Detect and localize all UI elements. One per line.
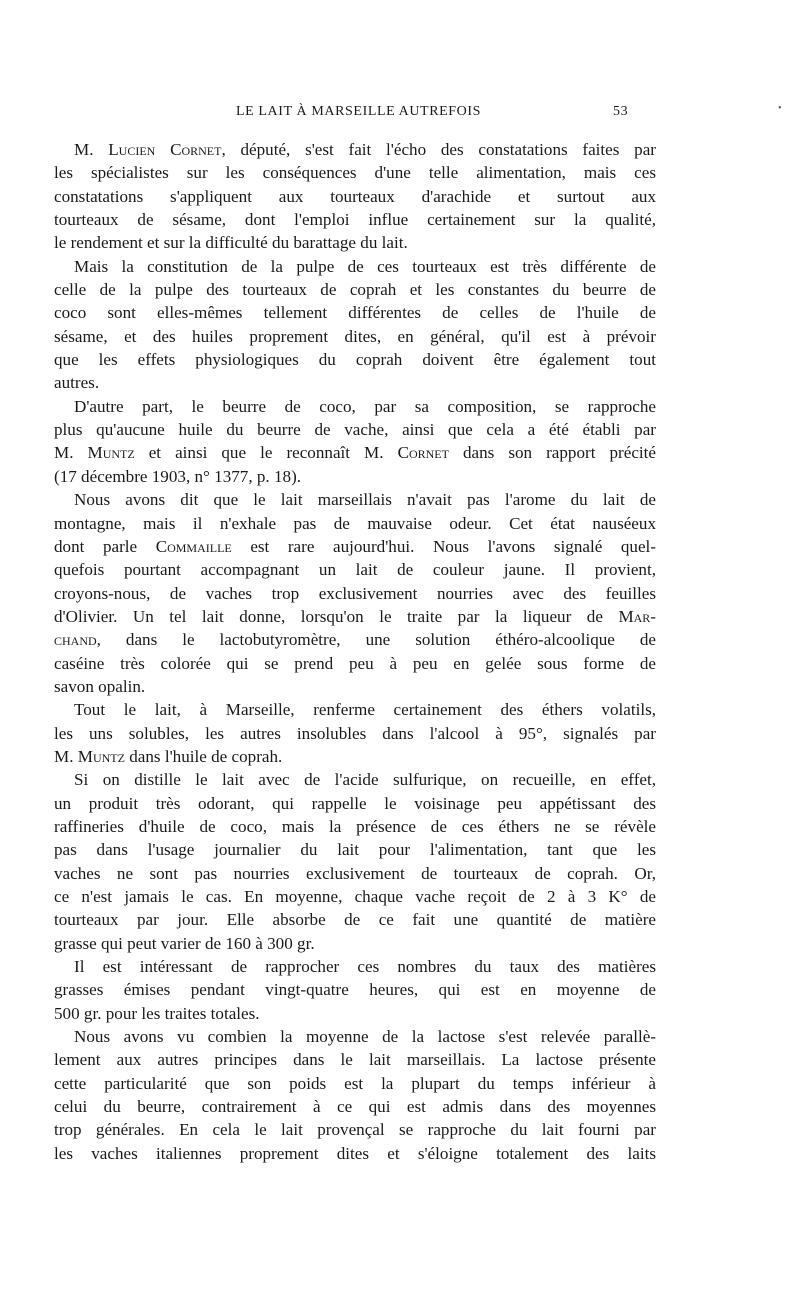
author-name: Commaille bbox=[155, 536, 232, 556]
paragraph bbox=[54, 1025, 656, 1165]
text-line bbox=[54, 792, 656, 815]
text-line bbox=[54, 1025, 656, 1048]
text-line bbox=[54, 395, 656, 418]
text-run: est rare aujourd'hui. Nous l'avons signalé quel- bbox=[231, 536, 656, 556]
text-run: cette particularité que son poids est la plupart du temps inférieur à bbox=[54, 1073, 656, 1093]
text-line bbox=[54, 418, 656, 441]
text-line bbox=[54, 908, 656, 931]
text-run: Mais la constitution de la pulpe de ces tourteaux est très différente de bbox=[74, 256, 656, 276]
text-run: un produit très odorant, qui rappelle le voisinage peu appétissant des bbox=[54, 793, 656, 813]
text-run: grasses émises pendant vingt-quatre heures, qui est en moyenne de bbox=[54, 980, 656, 1000]
text-run: celle de la pulpe des tourteaux de coprah et les constantes du beurre de bbox=[54, 280, 656, 300]
text-run: les vaches italiennes proprement dites et s'éloigne totalement des laits bbox=[54, 1143, 656, 1163]
text-line bbox=[54, 208, 656, 231]
text-run: Nous avons dit que le lait marseillais n'avait pas l'arome du lait de bbox=[74, 490, 656, 510]
text-run: le rendement et sur la difficulté du barattage du lait. bbox=[54, 233, 408, 253]
text-line bbox=[54, 371, 656, 394]
text-run: sésame, et des huiles proprement dites, en général, qu'il est à prévoir bbox=[54, 326, 656, 346]
text-run: dans son rapport précité bbox=[448, 443, 656, 463]
text-run: M. bbox=[54, 443, 88, 463]
text-run: Tout le lait, à Marseille, renferme certainement des éthers volatils, bbox=[74, 700, 656, 720]
text-line bbox=[54, 325, 656, 348]
text-line bbox=[54, 1048, 656, 1071]
text-line bbox=[54, 652, 656, 675]
text-line bbox=[54, 605, 656, 628]
text-line bbox=[54, 722, 656, 745]
text-line bbox=[54, 628, 656, 651]
text-run: autres. bbox=[54, 373, 100, 393]
author-name: Lucien Cornet bbox=[108, 140, 222, 159]
text-run: trop générales. En cela le lait provençal se rapproche du lait fourni par bbox=[54, 1120, 656, 1140]
paragraph bbox=[54, 395, 656, 488]
text-run: coco sont elles-mêmes tellement différentes de celles de l'huile de bbox=[54, 303, 656, 323]
text-run: lement aux autres principes dans le lait marseillais. La lactose présente bbox=[54, 1050, 656, 1070]
text-run: , député, s'est fait l'écho des constatations faites par bbox=[221, 140, 656, 159]
text-line bbox=[54, 488, 656, 511]
text-run: M. bbox=[54, 746, 78, 766]
author-name: Muntz bbox=[77, 746, 125, 766]
author-name: Muntz bbox=[87, 443, 135, 463]
text-line bbox=[54, 768, 656, 791]
author-name: Mar- bbox=[618, 606, 656, 626]
text-line bbox=[54, 932, 656, 955]
text-line bbox=[54, 1142, 656, 1165]
text-line bbox=[54, 955, 656, 978]
running-title: LE LAIT À MARSEILLE AUTREFOIS bbox=[236, 104, 482, 119]
paragraph bbox=[54, 255, 656, 395]
text-line bbox=[54, 255, 656, 278]
text-run: croyons-nous, de vaches trop exclusivement nourries avec des feuilles bbox=[54, 583, 656, 603]
text-line bbox=[54, 348, 656, 371]
text-line bbox=[54, 185, 656, 208]
text-run: les spécialistes sur les conséquences d'une telle alimentation, mais ces bbox=[54, 163, 656, 183]
text-line bbox=[54, 441, 656, 464]
text-run: grasse qui peut varier de 160 à 300 gr. bbox=[54, 933, 315, 953]
paragraph bbox=[54, 698, 656, 768]
author-name: chand bbox=[54, 630, 97, 650]
author-name: Cornet bbox=[397, 443, 449, 463]
text-run: dans l'huile de coprah. bbox=[124, 746, 283, 766]
text-line bbox=[54, 161, 656, 184]
text-run: plus qu'aucune huile du beurre de vache, ainsi que cela a été établi par bbox=[54, 420, 656, 440]
text-run: celui du beurre, contrairement à ce qui est admis dans des moyennes bbox=[54, 1097, 656, 1117]
text-line bbox=[54, 978, 656, 1001]
text-run: dont parle bbox=[54, 536, 156, 556]
text-line bbox=[54, 535, 656, 558]
text-run: montagne, mais il n'exhale pas de mauvaise odeur. Cet état nauséeux bbox=[54, 513, 656, 533]
text-line bbox=[54, 1118, 656, 1141]
text-line bbox=[54, 745, 656, 768]
paragraph bbox=[54, 488, 656, 698]
text-line bbox=[54, 815, 656, 838]
text-line bbox=[54, 862, 656, 885]
text-run: vaches ne sont pas nourries exclusivement de tourteaux de coprah. Or, bbox=[54, 863, 656, 883]
text-line bbox=[54, 465, 656, 488]
text-run: d'Olivier. Un tel lait donne, lorsqu'on le traite par la liqueur de bbox=[54, 606, 619, 626]
text-line bbox=[54, 231, 656, 254]
text-run: tourteaux de sésame, dont l'emploi influe certainement sur la qualité, bbox=[54, 210, 656, 230]
text-run: constatations s'appliquent aux tourteaux d'arachide et surtout aux bbox=[54, 186, 656, 206]
page-body bbox=[54, 138, 656, 1165]
text-line bbox=[54, 885, 656, 908]
text-line bbox=[54, 1072, 656, 1095]
text-run: les uns solubles, les autres insolubles dans l'alcool à 95°, signalés par bbox=[54, 723, 656, 743]
text-run: Il est intéressant de rapprocher ces nombres du taux des matières bbox=[74, 957, 656, 977]
paragraph bbox=[54, 955, 656, 1025]
text-line bbox=[54, 698, 656, 721]
text-line bbox=[54, 582, 656, 605]
text-run: savon opalin. bbox=[54, 676, 146, 696]
text-run: M. bbox=[74, 140, 109, 159]
page-number: 53 bbox=[613, 104, 629, 119]
text-run: 500 gr. pour les traites totales. bbox=[54, 1003, 260, 1023]
ink-speck: • bbox=[778, 103, 782, 114]
text-run: raffineries d'huile de coco, mais la présence de ces éthers ne se révèle bbox=[54, 816, 656, 836]
text-line bbox=[54, 1095, 656, 1118]
text-run: D'autre part, le beurre de coco, par sa composition, se rapproche bbox=[74, 396, 656, 416]
text-line bbox=[54, 1002, 656, 1025]
text-run: Si on distille le lait avec de l'acide sulfurique, on recueille, en effet, bbox=[74, 770, 656, 790]
text-run: que les effets physiologiques du coprah doivent être également tout bbox=[54, 350, 656, 370]
text-run: ce n'est jamais le cas. En moyenne, chaque vache reçoit de 2 à 3 K° de bbox=[54, 887, 656, 906]
text-run: et ainsi que le reconnaît M. bbox=[134, 443, 398, 463]
text-line bbox=[54, 838, 656, 861]
text-run: (17 décembre 1903, n° 1377, p. 18). bbox=[54, 466, 302, 486]
text-line bbox=[54, 278, 656, 301]
text-line bbox=[54, 138, 656, 161]
text-line bbox=[54, 675, 656, 698]
text-run: , dans le lactobutyromètre, une solution éthéro-alcoolique de bbox=[96, 630, 656, 650]
paragraph bbox=[54, 138, 656, 255]
paragraph bbox=[54, 768, 656, 955]
text-run: caséine très colorée qui se prend peu à peu en gelée sous forme de bbox=[54, 653, 656, 673]
text-line bbox=[54, 512, 656, 535]
text-run: tourteaux par jour. Elle absorbe de ce fait une quantité de matière bbox=[54, 910, 656, 930]
text-line bbox=[54, 558, 656, 581]
text-run: quefois pourtant accompagnant un lait de couleur jaune. Il provient, bbox=[54, 560, 656, 580]
text-line bbox=[54, 301, 656, 324]
text-run: pas dans l'usage journalier du lait pour l'alimentation, tant que les bbox=[54, 840, 656, 860]
text-run: Nous avons vu combien la moyenne de la lactose s'est relevée parallè- bbox=[74, 1027, 656, 1047]
